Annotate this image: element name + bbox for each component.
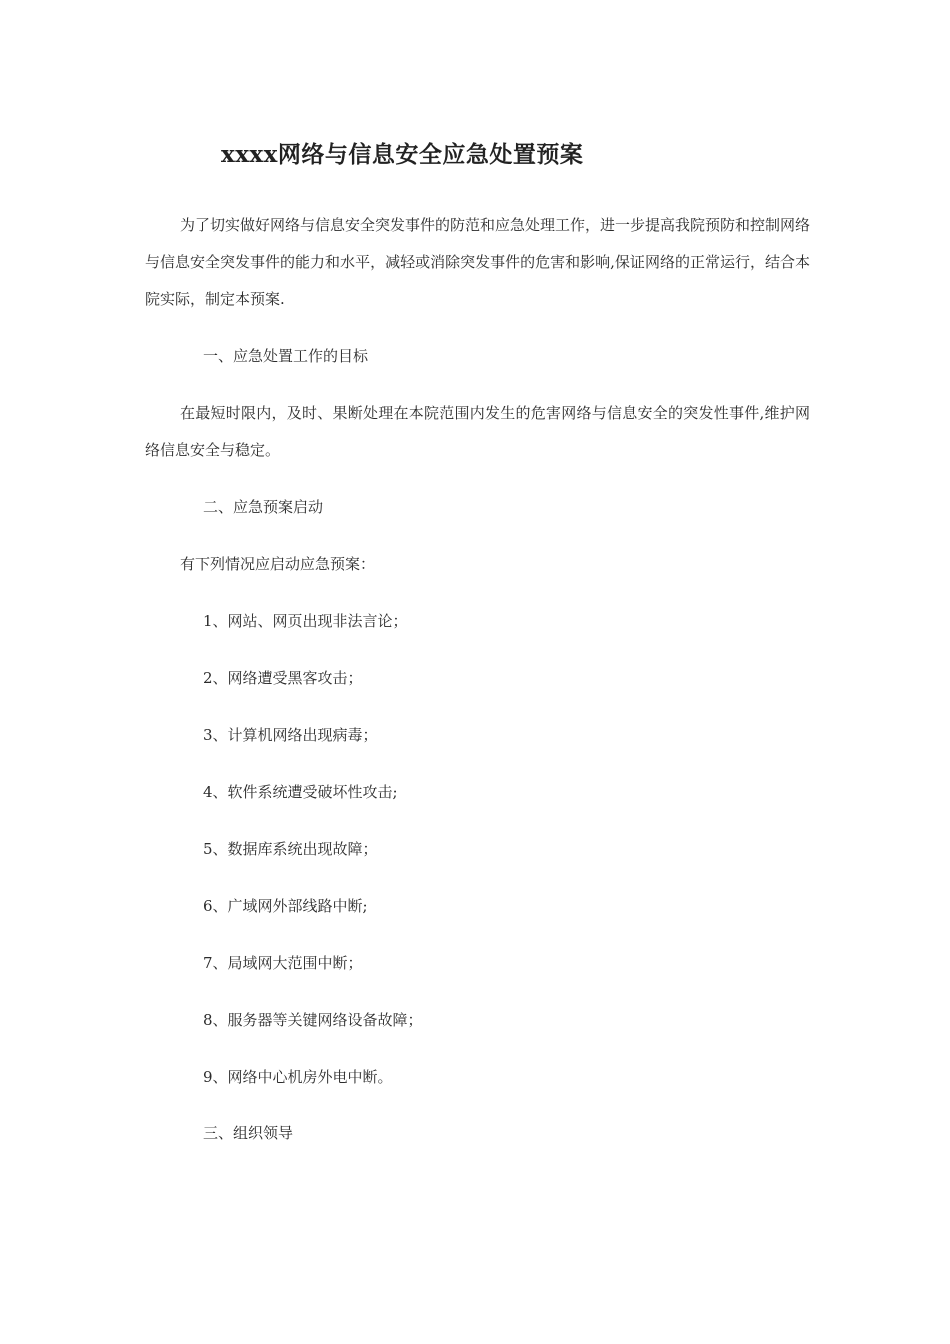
section-2-lead: 有下列情况应启动应急预案： [180,555,376,573]
intro-paragraph: 为了切实做好网络与信息安全突发事件的防范和应急处理工作，进一步提高我院预防和控制网络与信息安全突发事件的能力和水平，减轻或消除突发事件的危害和影响,保证网络的正常运行，结合本院实际，制定本预案. [145,216,811,308]
list-item: 1、网站、网页出现非法言论； [203,612,408,630]
list-item: 5、数据库系统出现故障； [203,840,378,858]
list-item: 8、服务器等关键网络设备故障； [203,1011,423,1029]
section-1-heading: 一、应急处置工作的目标 [203,347,369,365]
list-item: 6、广域网外部线路中断; [203,897,368,915]
list-item: 2、网络遭受黑客攻击； [203,669,363,687]
list-item: 4、软件系统遭受破坏性攻击; [203,783,398,801]
section-1-body: 在最短时限内，及时、果断处理在本院范围内发生的危害网络与信息安全的突发性事件,维护网络信息安全与稳定。 [145,404,810,459]
list-item: 9、网络中心机房外电中断。 [203,1068,393,1086]
section-3-heading: 三、组织领导 [203,1124,294,1142]
list-item: 3、计算机网络出现病毒； [203,726,378,744]
document-title: xxxx网络与信息安全应急处置预案 [221,141,584,168]
section-2-heading: 二、应急预案启动 [203,498,324,516]
list-item: 7、局域网大范围中断； [203,954,363,972]
